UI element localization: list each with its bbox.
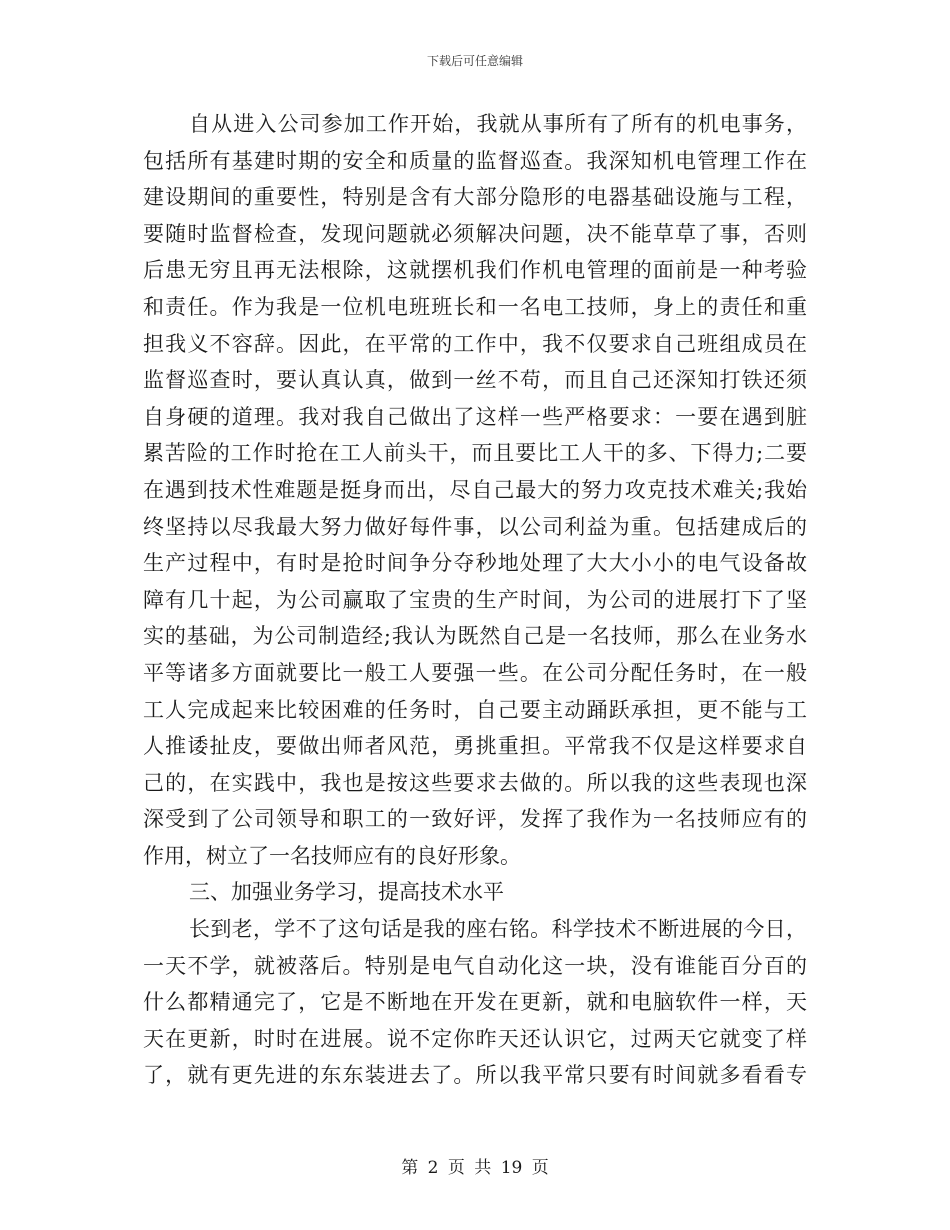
paragraph-line: 己的，在实践中，我也是按这些要求去做的。所以我的这些表现也深 <box>143 770 807 795</box>
paragraph-line: 长到老，学不了这句话是我的座右铭。科学技术不断进展的今日， <box>189 917 807 942</box>
paragraph-line: 自身硬的道理。我对我自己做出了这样一些严格要求：一要在遇到脏 <box>143 404 807 429</box>
paragraph-line: 平等诸多方面就要比一般工人要强一些。在公司分配任务时，在一般 <box>143 660 807 685</box>
paragraph-line: 要随时监督检查，发现问题就必须解决问题，决不能草草了事，否则 <box>143 221 807 246</box>
paragraph-line: 终坚持以尽我最大努力做好每件事，以公司利益为重。包括建成后的 <box>143 514 807 539</box>
paragraph-line: 一天不学，就被落后。特别是电气自动化这一块，没有谁能百分百的 <box>143 953 807 978</box>
document-body <box>143 106 807 1094</box>
paragraph-line: 监督巡查时，要认真认真，做到一丝不苟，而且自己还深知打铁还须 <box>143 368 807 393</box>
paragraph-line: 累苦险的工作时抢在工人前头干，而且要比工人干的多、下得力;二要 <box>143 441 807 466</box>
paragraph-line: 实的基础，为公司制造经;我认为既然自己是一名技师，那么在业务水 <box>143 624 807 649</box>
paragraph-line: 生产过程中，有时是抢时间争分夺秒地处理了大大小小的电气设备故 <box>143 551 807 576</box>
paragraph-line: 担我义不容辞。因此，在平常的工作中，我不仅要求自己班组成员在 <box>143 331 807 356</box>
paragraph-line: 障有几十起，为公司赢取了宝贵的生产时间，为公司的进展打下了坚 <box>143 587 807 612</box>
paragraph-line: 自从进入公司参加工作开始，我就从事所有了所有的机电事务， <box>189 112 807 136</box>
paragraph-line: 深受到了公司领导和职工的一致好评，发挥了我作为一名技师应有的 <box>143 807 807 832</box>
section-heading: 三、加强业务学习，提高技术水平 <box>189 880 504 905</box>
paragraph-line: 在遇到技术性难题是挺身而出，尽自己最大的努力攻克技术难关;我始 <box>143 477 807 502</box>
paragraph-line: 人推诿扯皮，要做出师者风范，勇挑重担。平常我不仅是这样要求自 <box>143 734 807 759</box>
paragraph-line: 和责任。作为我是一位机电班班长和一名电工技师，身上的责任和重 <box>143 294 807 319</box>
paragraph-line: 什么都精通完了，它是不断地在开发在更新，就和电脑软件一样，天 <box>143 990 807 1015</box>
paragraph-line: 作用，树立了一名技师应有的良好形象。 <box>143 843 521 868</box>
page-header: 下载后可任意编辑 <box>426 54 523 68</box>
paragraph-line: 了，就有更先进的东东装进去了。所以我平常只要有时间就多看看专 <box>143 1063 807 1088</box>
page-footer: 第 2 页 共 19 页 <box>401 1158 549 1178</box>
paragraph-line: 后患无穷且再无法根除，这就摆机我们作机电管理的面前是一种考验 <box>143 258 807 283</box>
paragraph-line: 工人完成起来比较困难的任务时，自己要主动踊跃承担，更不能与工 <box>143 697 807 722</box>
paragraph-line: 包括所有基建时期的安全和质量的监督巡查。我深知机电管理工作在 <box>143 148 807 173</box>
paragraph-line: 天在更新，时时在进展。说不定你昨天还认识它，过两天它就变了样 <box>143 1026 807 1051</box>
paragraph-line: 建设期间的重要性，特别是含有大部分隐形的电器基础设施与工程， <box>143 185 807 210</box>
